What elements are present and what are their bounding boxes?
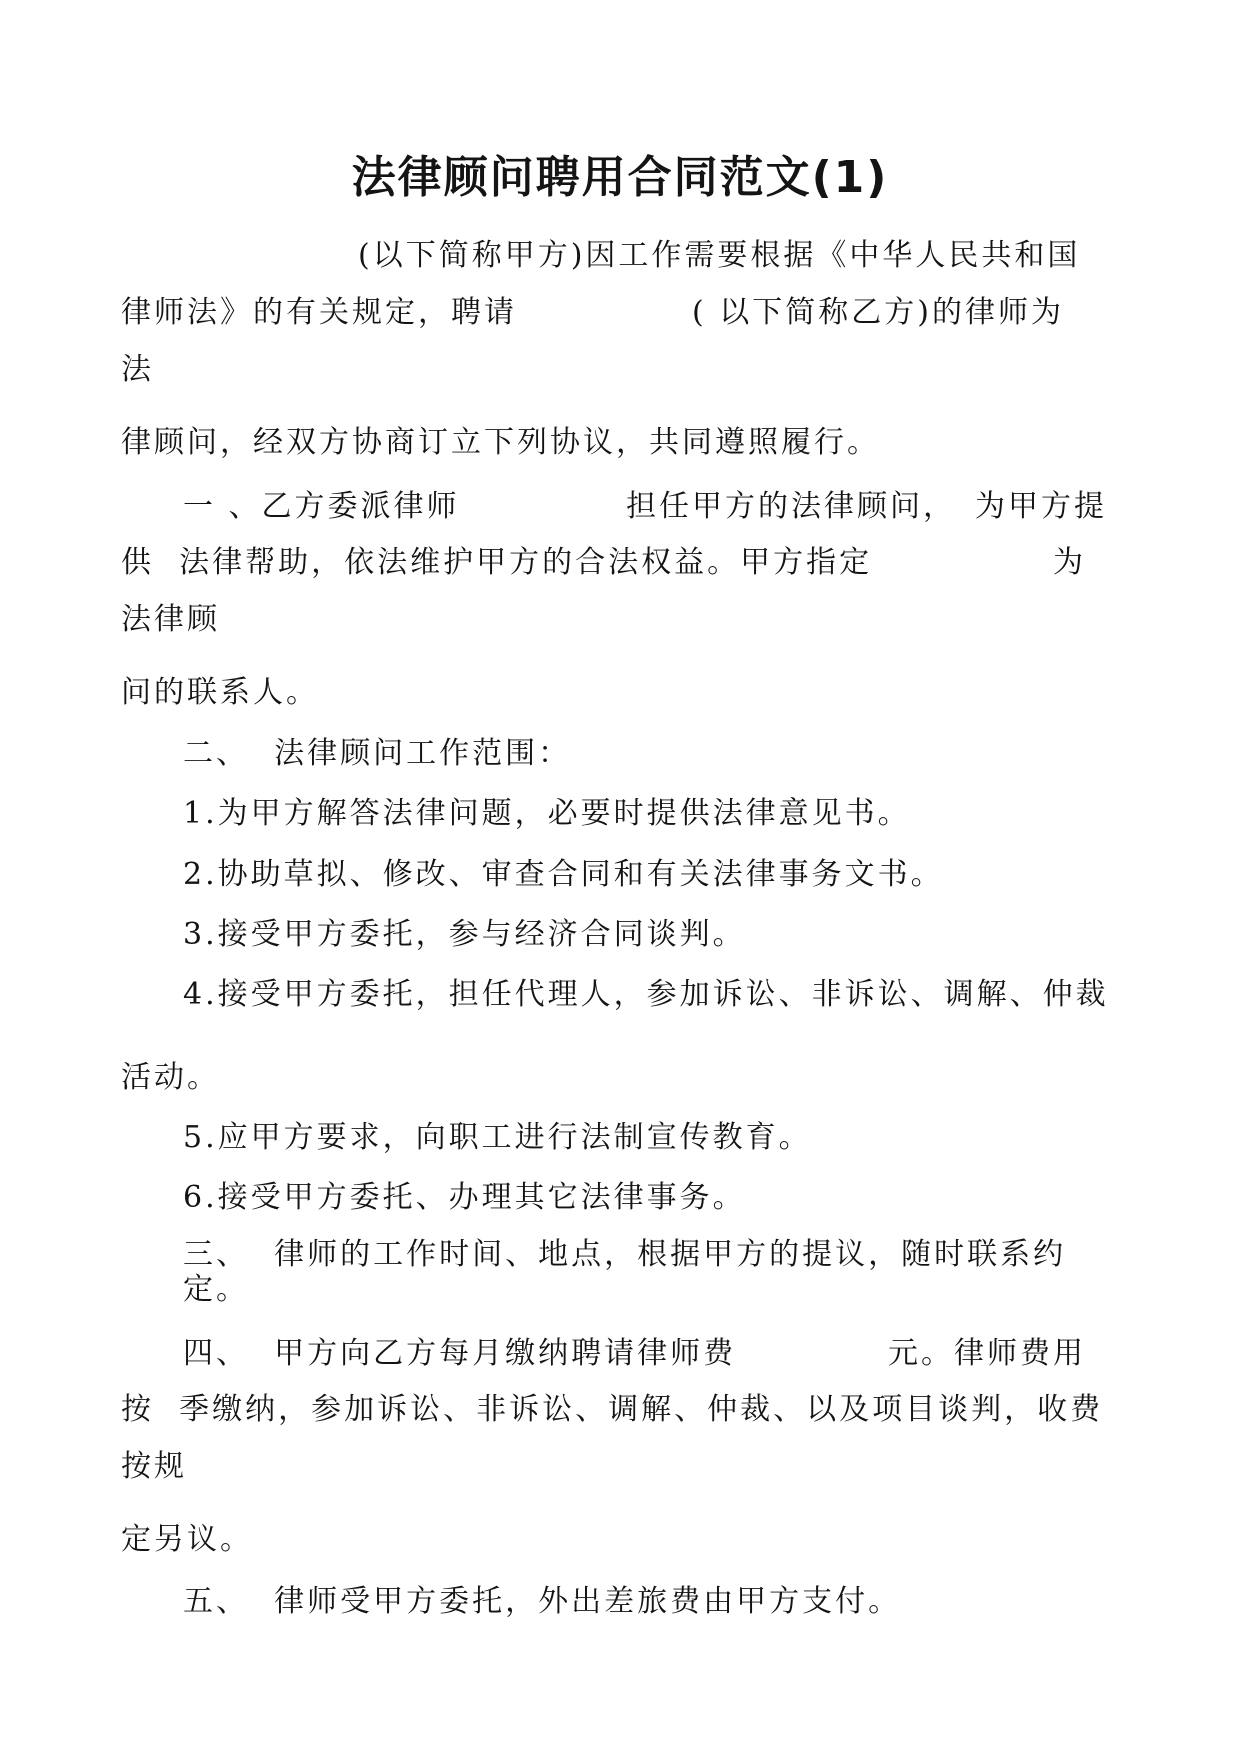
text-line: 4.接受甲方委托，担任代理人，参加诉讼、非诉讼、调解、仲裁 <box>183 977 1109 1012</box>
text-line: 一 、乙方委派律师 <box>183 489 460 524</box>
text-line: 三、 律师的工作时间、地点，根据甲方的提议，随时联系约 <box>183 1237 1067 1272</box>
text-line: 按 季缴纳，参加诉讼、非诉讼、调解、仲裁、以及项目谈判，收费 <box>121 1392 1104 1427</box>
text-line: (以下简称甲方)因工作需要根据《中华人民共和国 <box>358 238 1081 273</box>
text-line: 担任甲方的法律顾问， <box>626 489 956 524</box>
text-line: 活动。 <box>121 1060 220 1095</box>
text-line: 3.接受甲方委托，参与经济合同谈判。 <box>183 917 746 952</box>
text-line: 定另议。 <box>121 1522 253 1557</box>
text-line: 法 <box>121 352 154 387</box>
text-line: 问的联系人。 <box>121 675 319 710</box>
text-line: 二、 法律顾问工作范围： <box>183 736 572 771</box>
text-line: 为 <box>1053 545 1086 580</box>
text-line: 供 法律帮助，依法维护甲方的合法权益。甲方指定 <box>121 545 873 580</box>
text-line: 按规 <box>121 1449 187 1484</box>
text-line: 五、 律师受甲方委托，外出差旅费由甲方支付。 <box>183 1584 902 1619</box>
document-title: 法律顾问聘用合同范文(1) <box>351 152 889 203</box>
text-line: 律师法》的有关规定，聘请 <box>121 295 517 330</box>
text-line: 四、 甲方向乙方每月缴纳聘请律师费 <box>183 1336 737 1371</box>
text-line: 定。 <box>183 1272 249 1307</box>
text-line: 法律顾 <box>121 602 220 637</box>
text-line: ( 以下简称乙方)的律师为 <box>692 295 1064 330</box>
text-line: 元。律师费用 <box>888 1336 1086 1371</box>
text-line: 6.接受甲方委托、办理其它法律事务。 <box>183 1180 746 1215</box>
text-line: 5.应甲方要求，向职工进行法制宣传教育。 <box>183 1120 812 1155</box>
text-line: 1.为甲方解答法律问题，必要时提供法律意见书。 <box>183 796 911 831</box>
text-line: 2.协助草拟、修改、审查合同和有关法律事务文书。 <box>183 857 944 892</box>
text-line: 为甲方提 <box>975 489 1107 524</box>
text-line: 律顾问，经双方协商订立下列协议，共同遵照履行。 <box>121 425 880 460</box>
